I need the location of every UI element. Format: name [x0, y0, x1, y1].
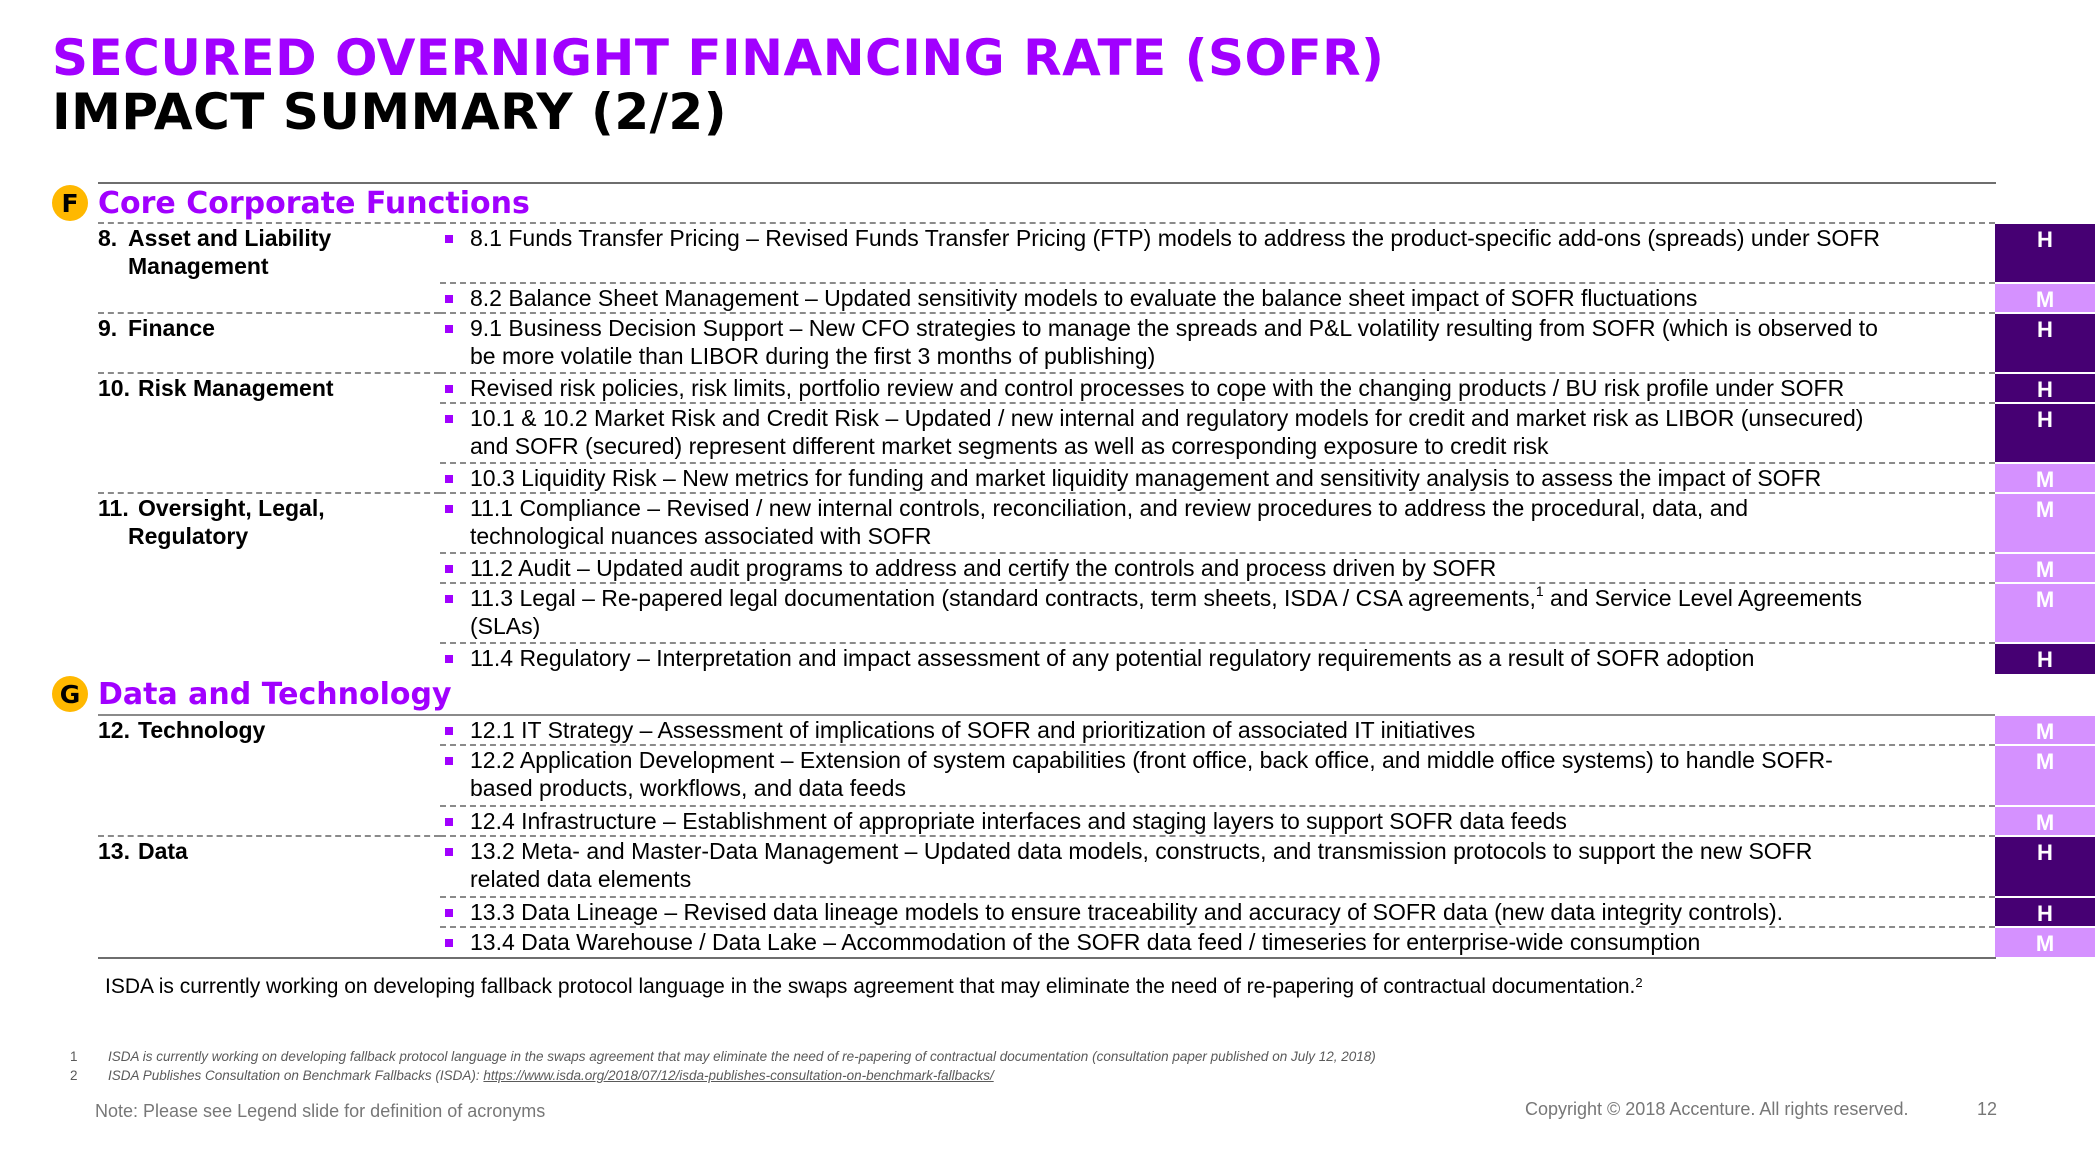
impact-item — [440, 642, 2053, 674]
footnote-ref: 1 — [1535, 583, 1544, 599]
bullet-icon — [445, 325, 453, 333]
item-text: 13.4 Data Warehouse / Data Lake – Accommodation of the SOFR data feed / timeseries for enterprise-wide consumption — [470, 929, 1701, 955]
category-label: Data — [138, 838, 188, 864]
footnote-1 — [70, 1049, 1376, 1064]
bullet-icon — [445, 565, 453, 573]
table-row — [98, 282, 2055, 312]
impact-item — [440, 312, 2053, 372]
section-letter-badge: F — [52, 185, 88, 221]
footnote-ref: 2 — [1635, 975, 1643, 990]
section-header-data-and-technology — [52, 674, 452, 714]
isda-note-text: ISDA is currently working on developing fallback protocol language in the swaps agreement that may eliminate the need of re-papering of contractual documentation. — [105, 975, 1636, 998]
impact-item — [440, 552, 2055, 582]
category-number: 13. — [98, 838, 130, 864]
section-header-core-corporate-functions — [52, 183, 530, 223]
impact-item — [440, 402, 2053, 462]
impact-rating-badge: M — [1995, 464, 2095, 492]
footnote-link[interactable]: https://www.isda.org/2018/07/12/isda-publishes-consultation-on-benchmark-fallbacks/ — [483, 1068, 994, 1083]
impact-rating-badge: H — [1995, 644, 2095, 674]
impact-rating-badge: M — [1995, 716, 2095, 744]
bullet-icon — [445, 818, 453, 826]
category-label: Risk Management — [138, 375, 334, 401]
item-text: 12.1 IT Strategy – Assessment of implications of SOFR and prioritization of associated IT initiatives — [470, 717, 1476, 743]
section-title: Core Corporate Functions — [98, 185, 530, 221]
isda-note — [105, 975, 1643, 999]
impact-item — [440, 222, 2053, 282]
impact-rating-badge: H — [1995, 837, 2095, 896]
impact-rating-badge: M — [1995, 584, 2095, 642]
table-row — [98, 492, 2055, 552]
impact-rating-badge: H — [1995, 374, 2095, 402]
table-row — [98, 714, 2055, 744]
bullet-icon — [445, 595, 453, 603]
bullet-icon — [445, 295, 453, 303]
table-row — [98, 835, 2053, 896]
table-row — [98, 402, 2053, 462]
item-text-part: and Service Level Agreements (SLAs) — [470, 585, 1862, 639]
impact-item — [440, 714, 2055, 744]
table-row — [98, 642, 2053, 674]
impact-rating-badge: M — [1995, 554, 2095, 582]
bullet-icon — [445, 909, 453, 917]
item-text — [470, 584, 1880, 640]
item-text: 9.1 Business Decision Support – New CFO strategies to manage the spreads and P&L volatility resulting from SOFR (which is observed to be more volatile than LIBOR during the first 3 months of publishing) — [470, 315, 1878, 369]
category-number: 9. — [98, 315, 118, 341]
footnote-number: 2 — [70, 1068, 78, 1083]
table-row — [98, 805, 2055, 835]
footnote-2 — [70, 1068, 994, 1083]
table-row — [98, 372, 2053, 402]
item-text: 13.2 Meta- and Master-Data Management – Updated data models, constructs, and transmission protocols to support the new SOFR related data elements — [470, 838, 1813, 892]
table-row — [98, 926, 2055, 957]
category-label: Technology — [138, 717, 266, 743]
impact-item — [440, 372, 2053, 402]
table-row — [98, 222, 2053, 282]
impact-rating-badge: H — [1995, 224, 2095, 282]
bullet-icon — [445, 727, 453, 735]
copyright-text: Copyright © 2018 Accenture. All rights reserved. — [1525, 1099, 1909, 1119]
impact-item — [440, 492, 2055, 552]
bullet-icon — [445, 475, 453, 483]
item-text-part: 11.3 Legal – Re-papered legal documentation (standard contracts, term sheets, ISDA / CSA agreements, — [470, 585, 1536, 611]
impact-item — [440, 926, 2055, 957]
item-text: 11.4 Regulatory – Interpretation and impact assessment of any potential regulatory requirements as a result of SOFR adoption — [470, 645, 1755, 671]
category-label: Asset and Liability — [128, 225, 332, 251]
bullet-icon — [445, 385, 453, 393]
item-text: 11.2 Audit – Updated audit programs to address and certify the controls and process driven by SOFR — [470, 555, 1497, 581]
footnote-number: 1 — [70, 1049, 78, 1064]
impact-item — [440, 744, 2055, 805]
impact-rating-badge: H — [1995, 898, 2095, 926]
item-text: 10.3 Liquidity Risk – New metrics for funding and market liquidity management and sensitivity analysis to assess the impact of SOFR — [470, 465, 1822, 491]
section-letter-badge: G — [52, 676, 88, 712]
table-row — [98, 582, 2055, 642]
item-text: 13.3 Data Lineage – Revised data lineage models to ensure traceability and accuracy of SOFR data (new data integrity controls). — [470, 899, 1784, 925]
table-row — [98, 552, 2055, 582]
item-text: 8.2 Balance Sheet Management – Updated sensitivity models to evaluate the balance sheet impact of SOFR fluctuations — [470, 285, 1698, 311]
category-label-continued: Management — [128, 253, 269, 279]
bullet-icon — [445, 235, 453, 243]
impact-item — [440, 462, 2055, 492]
impact-item — [440, 805, 2055, 835]
table-row — [98, 744, 2055, 805]
impact-rating-badge: M — [1995, 807, 2095, 835]
impact-item — [440, 282, 2055, 312]
bullet-icon — [445, 848, 453, 856]
impact-rating-badge: H — [1995, 404, 2095, 462]
table-row — [98, 312, 2053, 372]
bullet-icon — [445, 939, 453, 947]
item-text: 8.1 Funds Transfer Pricing – Revised Funds Transfer Pricing (FTP) models to address the product-specific add-ons (spreads) under SOFR — [470, 225, 1880, 251]
table-row — [98, 896, 2053, 926]
footnote-text: ISDA Publishes Consultation on Benchmark Fallbacks (ISDA): — [108, 1068, 484, 1083]
impact-rating-badge: M — [1995, 746, 2095, 805]
bullet-icon — [445, 757, 453, 765]
footnote-text: ISDA is currently working on developing fallback protocol language in the swaps agreement that may eliminate the need of re-papering of contractual documentation (consultation paper published on July 12, 2018) — [108, 1049, 1376, 1064]
category-label-continued: Regulatory — [128, 523, 249, 549]
page-number: 12 — [1977, 1099, 1998, 1119]
section-title: Data and Technology — [98, 676, 452, 712]
impact-rating-badge: H — [1995, 314, 2095, 372]
impact-item — [440, 582, 2055, 642]
category-number: 10. — [98, 375, 130, 401]
category-number: 12. — [98, 717, 130, 743]
category-label: Oversight, Legal, — [138, 495, 325, 521]
item-text: 11.1 Compliance – Revised / new internal controls, reconciliation, and review procedures to address the procedural, data, and technological nuances associated with SOFR — [470, 495, 1749, 549]
bullet-icon — [445, 415, 453, 423]
table-row — [98, 462, 2055, 492]
impact-item — [440, 896, 2053, 926]
impact-rating-badge: M — [1995, 494, 2095, 552]
item-text: 10.1 & 10.2 Market Risk and Credit Risk – Updated / new internal and regulatory models for credit and market risk as LIBOR (unsecured) and SOFR (secured) represent different market segments as well as corresponding exposure to credit risk — [470, 405, 1864, 459]
impact-rating-badge: M — [1995, 928, 2095, 957]
bullet-icon — [445, 505, 453, 513]
category-label: Finance — [128, 315, 215, 341]
impact-rating-badge: M — [1995, 284, 2095, 312]
impact-item — [440, 835, 2053, 896]
bullet-icon — [445, 655, 453, 663]
item-text: Revised risk policies, risk limits, portfolio review and control processes to cope with the changing products / BU risk profile under SOFR — [470, 375, 1845, 401]
legend-note: Note: Please see Legend slide for definition of acronyms — [95, 1101, 546, 1121]
category-number: 8. — [98, 225, 118, 251]
title-line-1: SECURED OVERNIGHT FINANCING RATE (SOFR) — [52, 29, 1385, 87]
item-text: 12.2 Application Development – Extension of system capabilities (front office, back office, and middle office systems) to handle SOFR-based products, workflows, and data feeds — [470, 747, 1833, 801]
item-text: 12.4 Infrastructure – Establishment of appropriate interfaces and staging layers to support SOFR data feeds — [470, 808, 1567, 834]
bottom-divider — [98, 957, 1996, 959]
title-line-2: IMPACT SUMMARY (2/2) — [52, 83, 728, 141]
category-number: 11. — [98, 495, 129, 521]
